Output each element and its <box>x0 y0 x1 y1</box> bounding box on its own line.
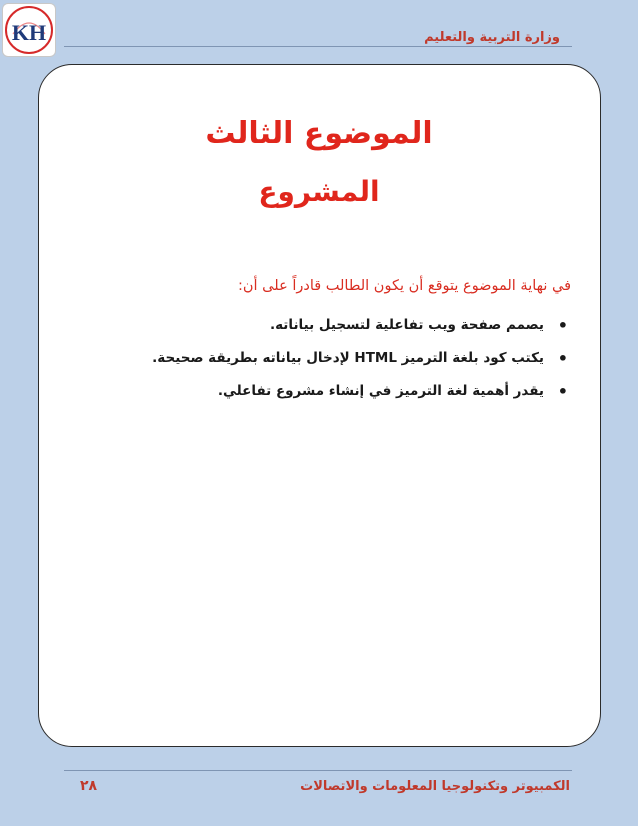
header-divider <box>64 46 572 47</box>
bullet-icon: • <box>557 382 568 401</box>
footer-divider <box>64 770 572 771</box>
logo <box>2 3 56 57</box>
objectives-list <box>152 317 568 416</box>
bullet-icon: • <box>557 349 568 368</box>
topic-title: الموضوع الثالث <box>205 116 433 151</box>
bullet-icon: • <box>557 316 568 335</box>
page-number: ٢٨ <box>80 778 98 794</box>
list-item <box>152 350 568 383</box>
topic-subtitle: المشروع <box>258 175 380 208</box>
objective-text: يصمم صفحة ويب تفاعلية لتسجيل بياناته. <box>269 317 544 333</box>
book-title: الكمبيوتر وتكنولوجيا المعلومات والاتصالات <box>300 779 570 794</box>
ministry-name: وزارة التربية والتعليم <box>424 30 560 45</box>
objective-text: يقدر أهمية لغة الترميز في إنشاء مشروع تفاعلي. <box>217 383 544 399</box>
logo-icon <box>3 4 55 56</box>
objective-text: يكتب كود بلغة الترميز HTML لإدخال بياناته بطريقة صحيحة. <box>152 350 544 366</box>
logo-text: KH <box>11 20 47 45</box>
objectives-intro: في نهاية الموضوع يتوقع أن يكون الطالب قادراً على أن: <box>238 278 571 294</box>
list-item <box>152 317 568 350</box>
list-item <box>152 383 568 416</box>
